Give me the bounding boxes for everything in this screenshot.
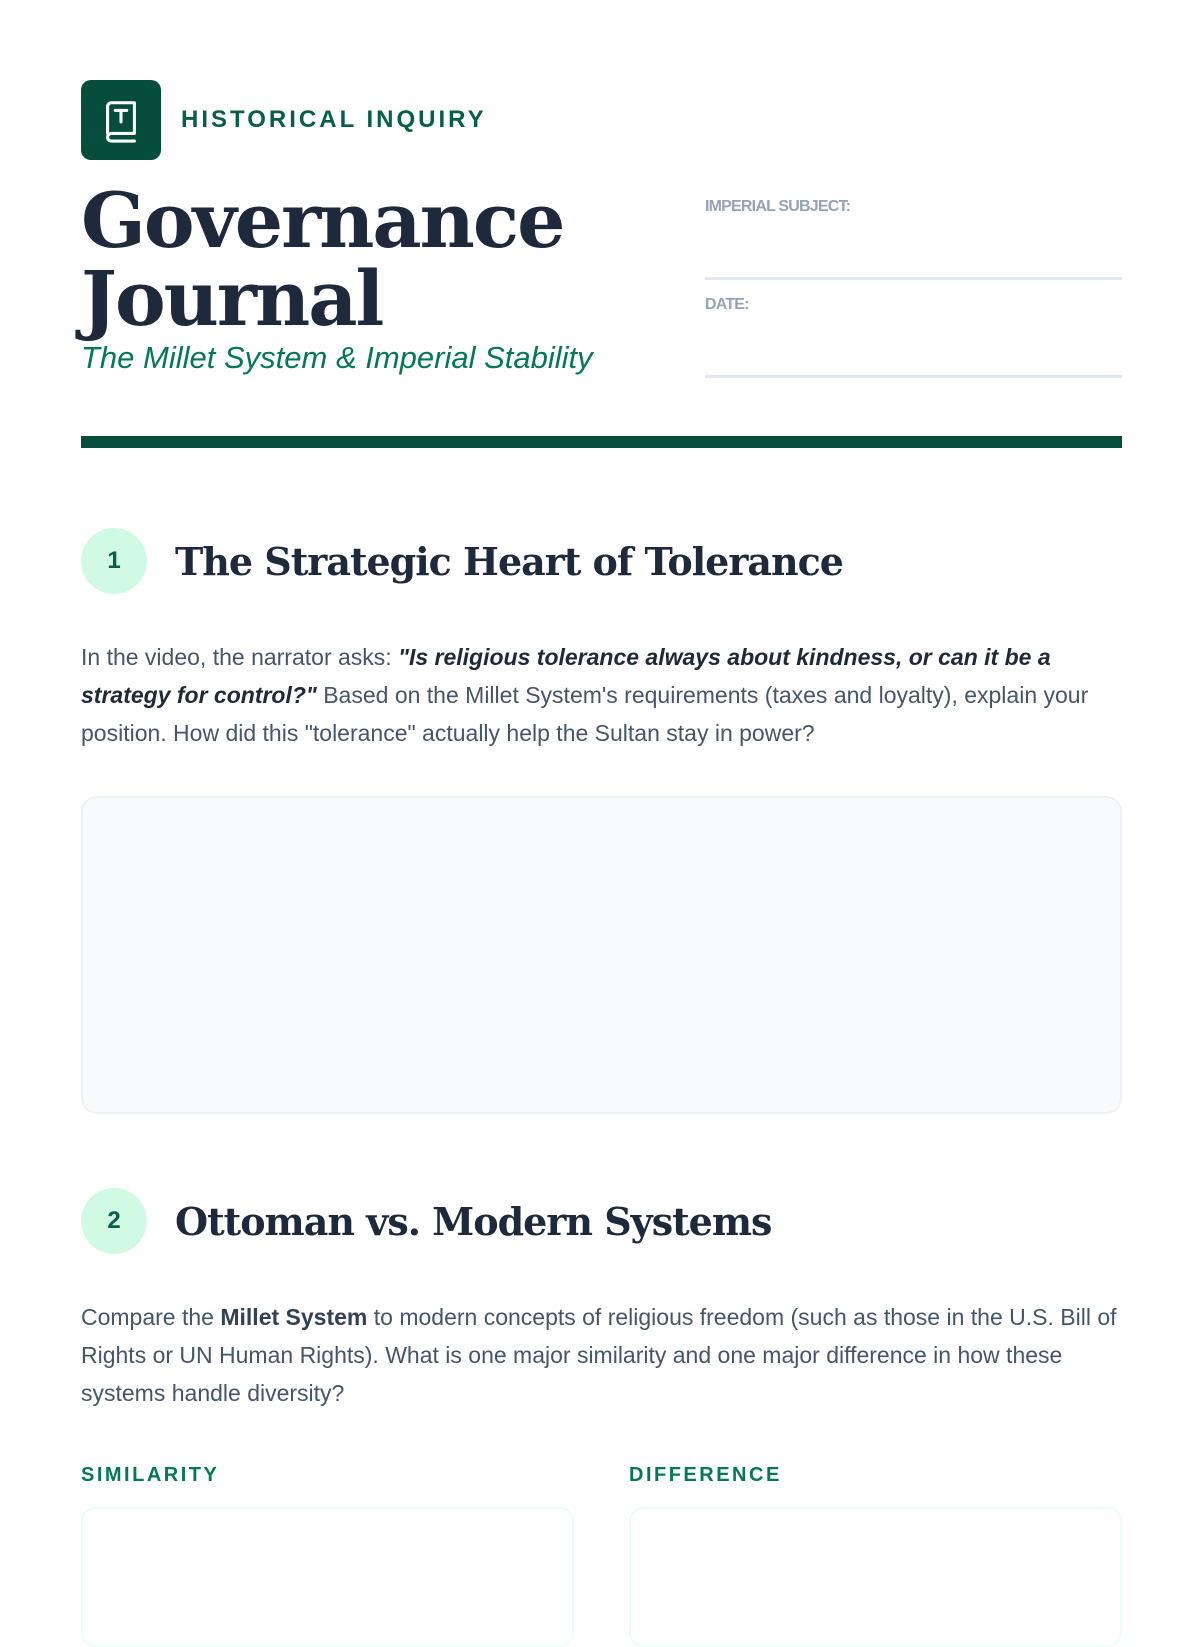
date-input[interactable] xyxy=(705,331,1122,371)
title-block xyxy=(81,176,701,376)
difference-column xyxy=(629,1464,1122,1647)
prompt-intro: In the video, the narrator asks: xyxy=(81,644,399,670)
page-title-line-2: Journal xyxy=(81,254,383,343)
section-number-badge: 1 xyxy=(81,528,147,594)
section-heading xyxy=(81,528,1122,594)
section-title: The Strategic Heart of Tolerance xyxy=(175,538,843,584)
header-divider xyxy=(81,436,1122,448)
imperial-subject-field xyxy=(705,182,1122,280)
difference-textarea[interactable] xyxy=(629,1507,1122,1647)
imperial-subject-label: IMPERIAL SUBJECT: xyxy=(705,198,851,215)
section-heading xyxy=(81,1188,1122,1254)
section-prompt xyxy=(81,1298,1122,1412)
book-icon xyxy=(81,80,161,160)
brand-header xyxy=(81,80,1098,160)
prompt-quote: "Is religious tolerance always about kindness, or can it be a strategy for control?" xyxy=(81,644,1051,708)
imperial-subject-input[interactable] xyxy=(705,233,1122,273)
brand-label: HISTORICAL INQUIRY xyxy=(181,106,487,133)
section-title: Ottoman vs. Modern Systems xyxy=(175,1198,772,1244)
answer-textarea-1[interactable] xyxy=(81,796,1122,1114)
page-subtitle: The Millet System & Imperial Stability xyxy=(81,340,593,375)
prompt-emphasis: Millet System xyxy=(220,1304,368,1330)
student-info-fields xyxy=(705,182,1122,378)
similarity-textarea[interactable] xyxy=(81,1507,574,1647)
similarity-label: SIMILARITY xyxy=(81,1464,220,1486)
question-section-2 xyxy=(81,1188,1122,1647)
comparison-columns xyxy=(81,1464,1122,1647)
question-section-1 xyxy=(81,528,1122,1114)
page-title-line-1: Governance xyxy=(81,176,564,265)
date-field xyxy=(705,280,1122,378)
prompt-question: to modern concepts of religious freedom (such as those in the U.S. Bill of Rights or UN Human Rights). What is one major similarity and one major difference in how these systems handle diversity? xyxy=(81,1304,1117,1406)
page-title xyxy=(81,176,701,343)
similarity-column xyxy=(81,1464,574,1647)
date-label: DATE: xyxy=(705,296,749,313)
title-header xyxy=(81,176,1098,392)
difference-label: DIFFERENCE xyxy=(629,1464,782,1486)
prompt-intro: Compare the xyxy=(81,1304,221,1330)
section-prompt xyxy=(81,638,1122,752)
prompt-question: Based on the Millet System's requirements (taxes and loyalty), explain your position. How did this "tolerance" actually help the Sultan stay in power? xyxy=(81,682,1089,746)
section-number-badge: 2 xyxy=(81,1188,147,1254)
